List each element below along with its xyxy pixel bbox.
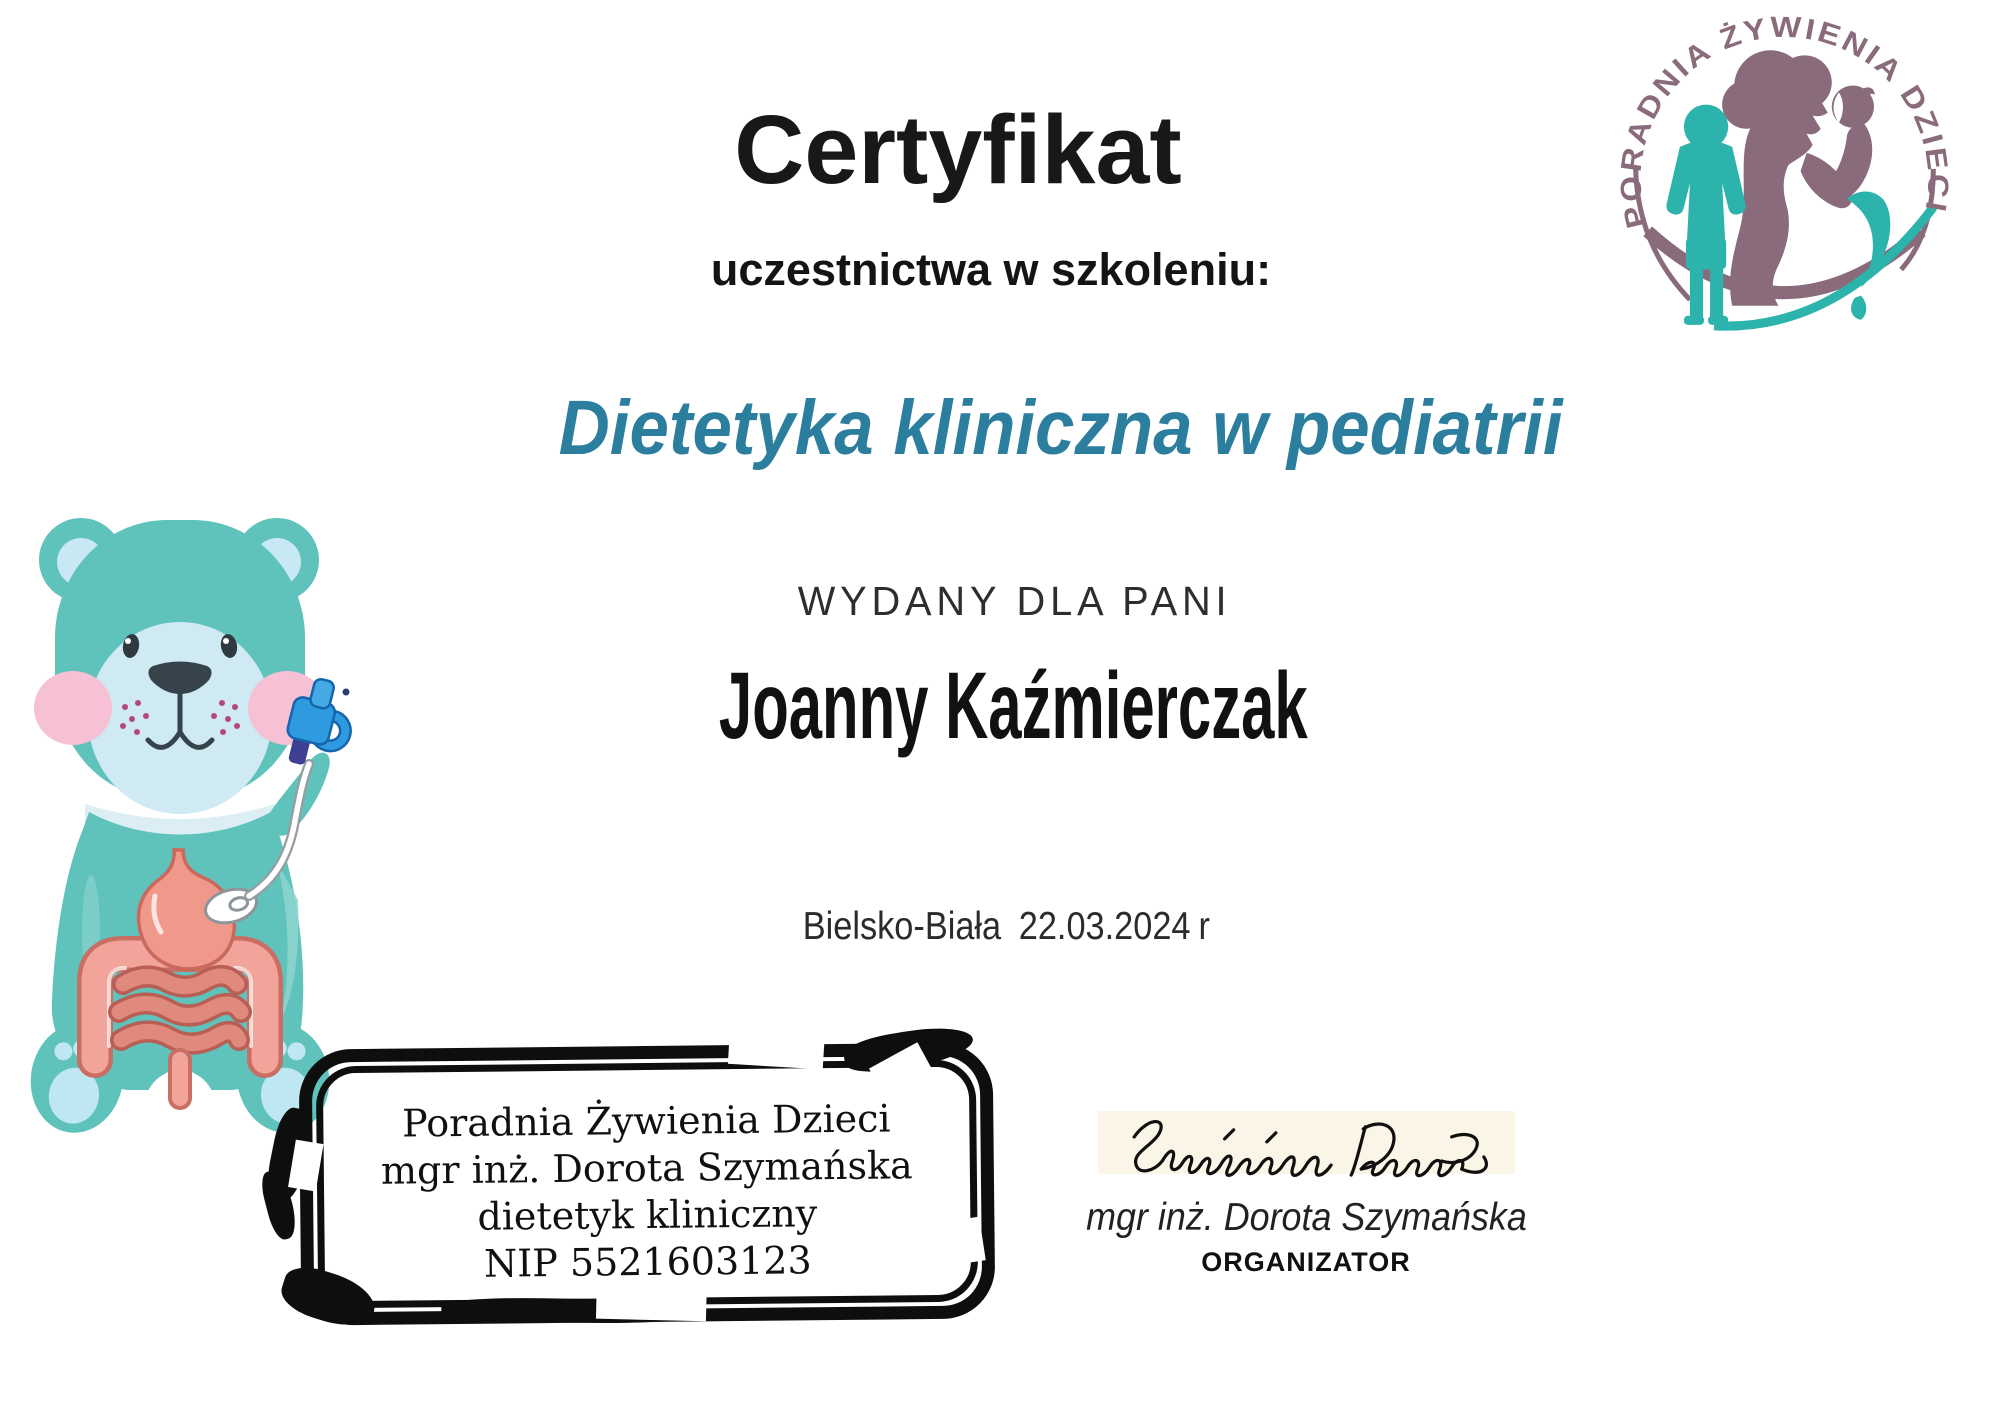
- stamp-line: NIP 5521603123: [483, 1238, 812, 1286]
- course-title-text: Dietetyka kliniczna w pediatrii: [559, 385, 1563, 471]
- ink-speck: [343, 689, 350, 696]
- recipient-name-text: Joanny Kaźmierczak: [718, 653, 1308, 759]
- organizer-label: ORGANIZATOR: [1201, 1247, 1411, 1277]
- logo-ring-text: PORADNIA ŻYWIENIA DZIECI: [1615, 11, 1954, 232]
- signer-name: [806, 1196, 1806, 1240]
- date-text: 22.03.2024: [1018, 905, 1191, 948]
- stamp-line: dietetyk kliniczny: [477, 1191, 818, 1239]
- small-intestine: [119, 976, 241, 1044]
- clinic-stamp: [299, 1042, 996, 1325]
- issued-for-text: WYDANY DLA PANI: [798, 578, 1232, 624]
- place-text: Bielsko-Biała: [802, 905, 1001, 948]
- mother-child-silhouette: [1722, 50, 1875, 305]
- stamp-line: Poradnia Żywienia Dzieci: [401, 1096, 891, 1146]
- place-date-line: [506, 905, 1506, 949]
- certificate-subtitle: uczestnictwa w szkoleniu:: [710, 244, 1272, 295]
- issued-for-label: [515, 578, 1515, 625]
- certificate-title: Certyfikat: [734, 95, 1182, 204]
- recipient-name: [513, 652, 1513, 761]
- course-title: [411, 384, 1711, 473]
- date-suffix: r: [1198, 905, 1210, 948]
- clinic-logo: [1612, 0, 1957, 352]
- signer-name-text: mgr inż. Dorota Szymańska: [1085, 1196, 1527, 1239]
- stamp-text: [299, 1042, 996, 1325]
- stamp-line: mgr inż. Dorota Szymańska: [380, 1143, 913, 1193]
